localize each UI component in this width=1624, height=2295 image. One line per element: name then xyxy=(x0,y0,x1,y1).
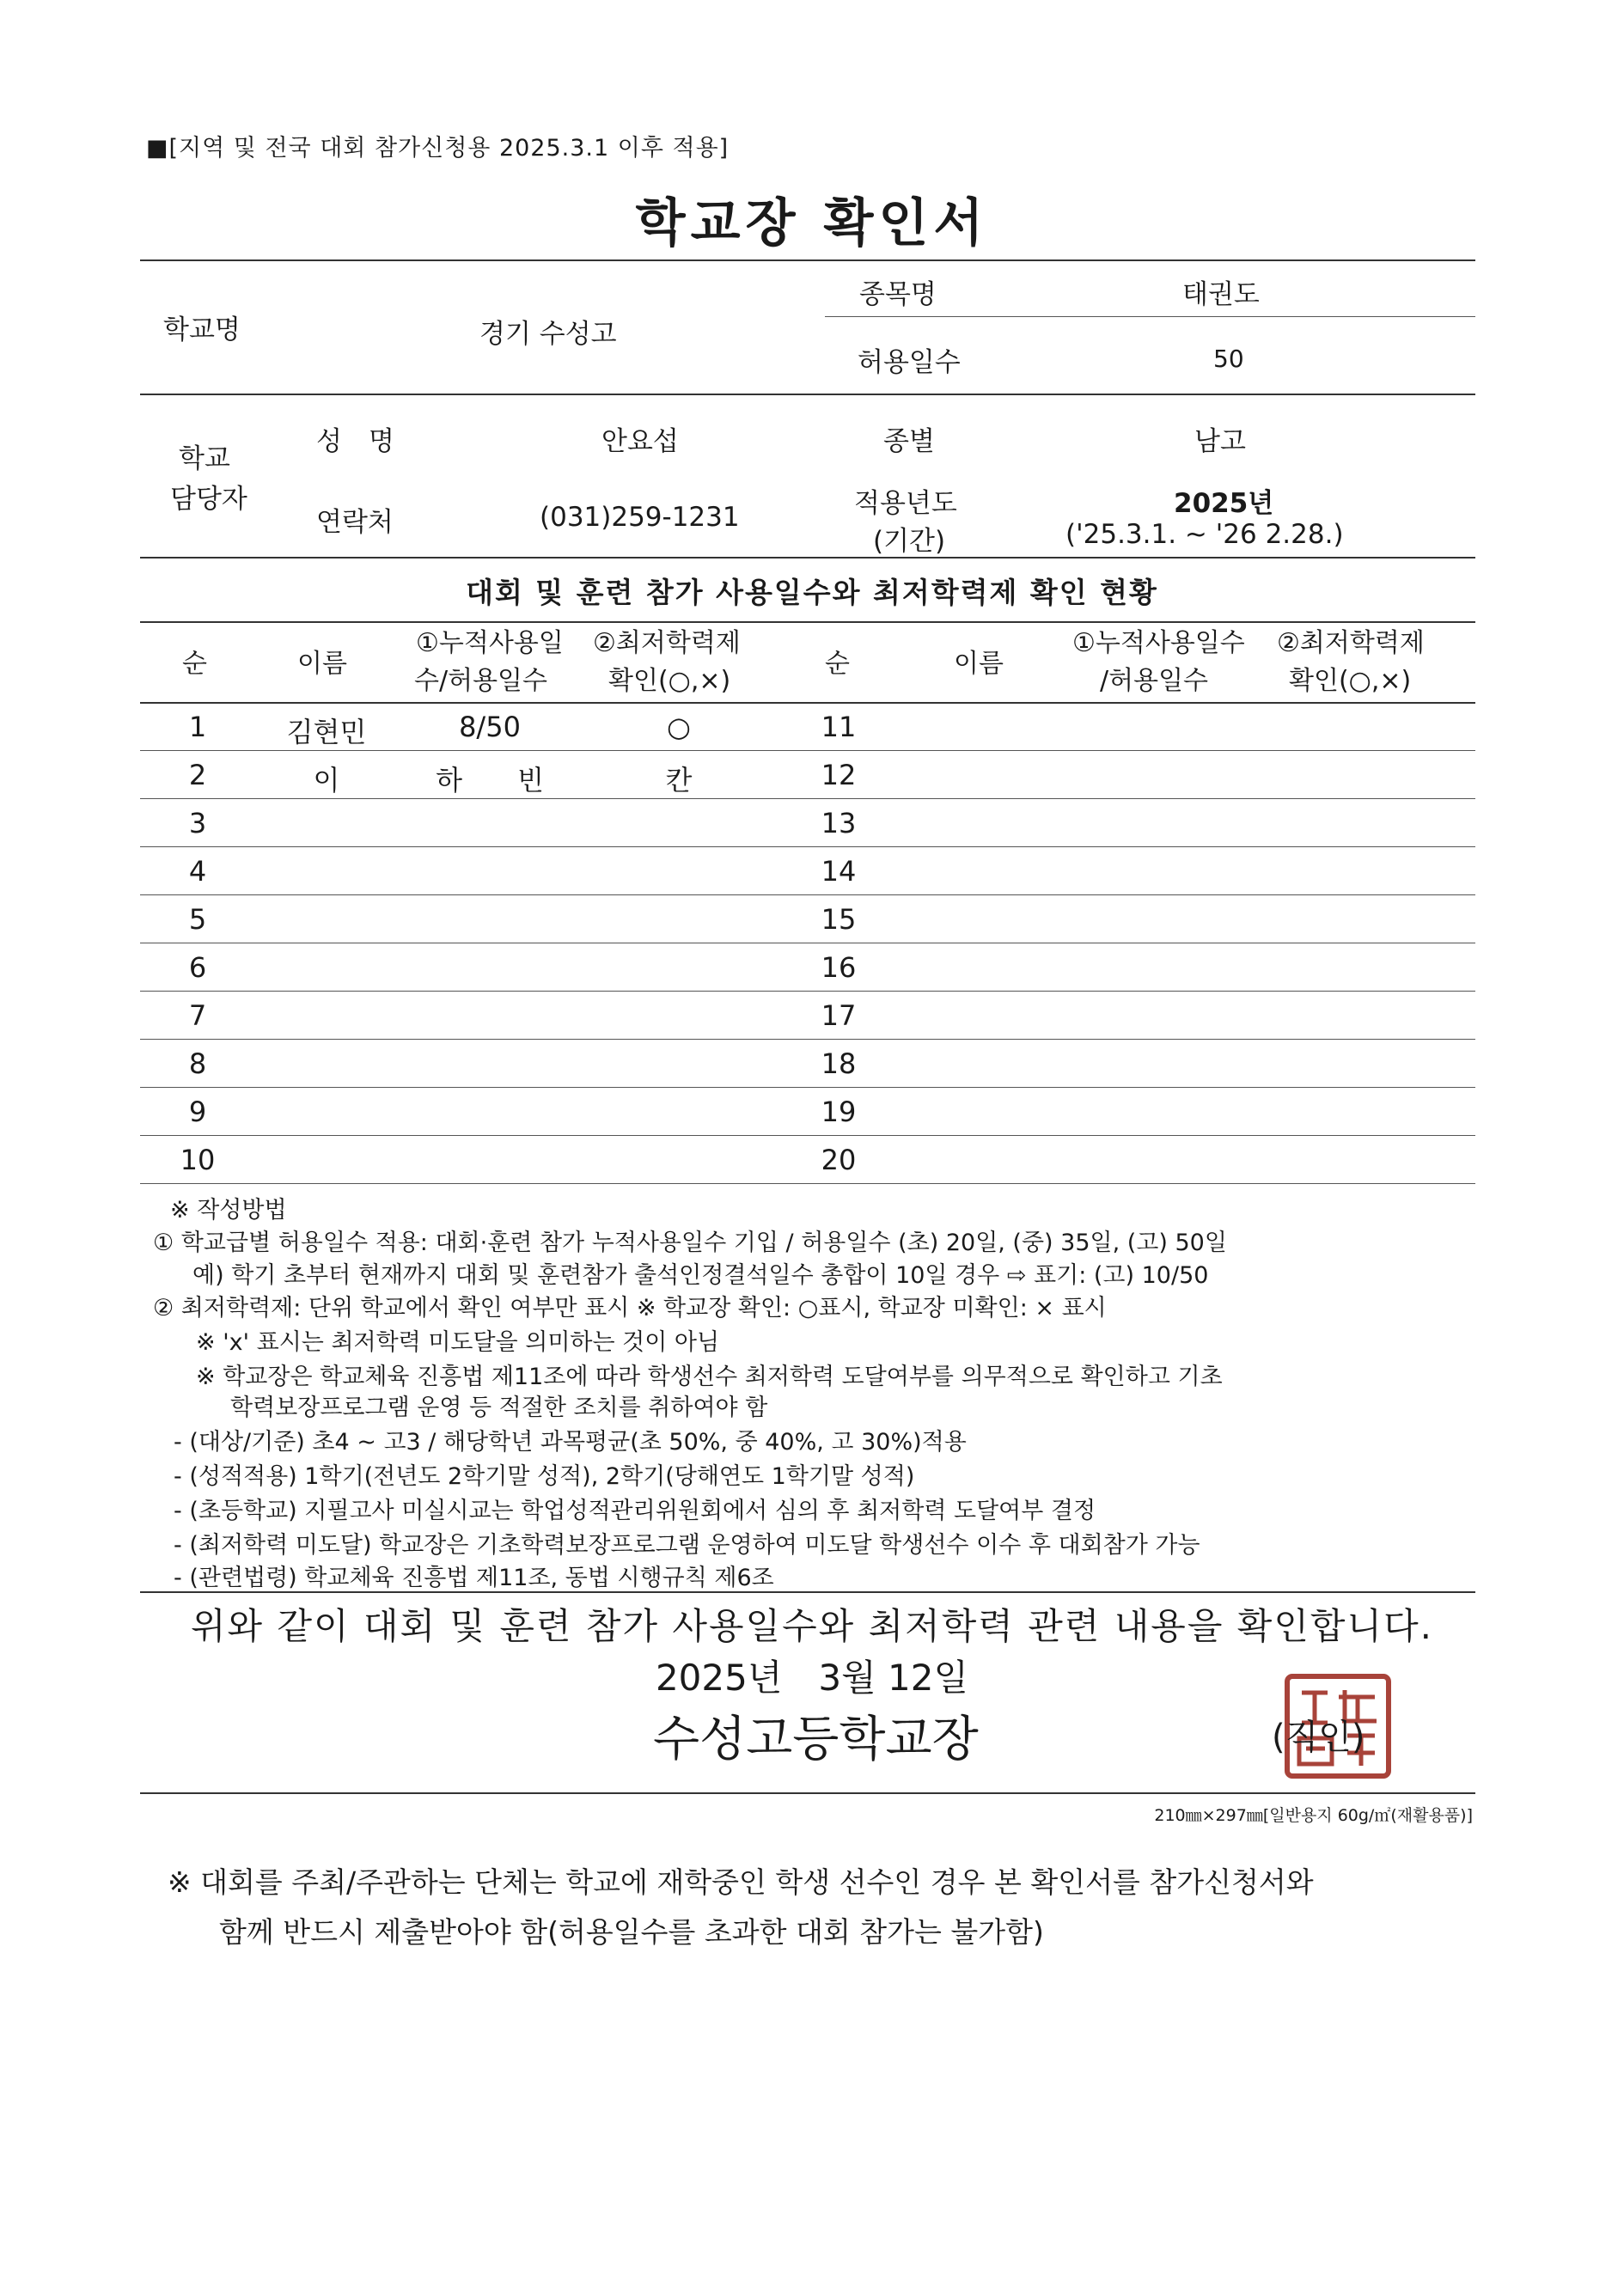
name-value: 안요섭 xyxy=(601,426,679,457)
divider xyxy=(140,1792,1475,1794)
row-divider xyxy=(140,750,1475,751)
divider xyxy=(140,1591,1475,1593)
divider xyxy=(825,316,1475,317)
year-label-1: 적용년도 xyxy=(854,488,957,519)
name-label: 성 명 xyxy=(316,426,394,457)
principal-name: 수성고등학교장 xyxy=(653,1712,979,1767)
detail-5: - (관련법령) 학교체육 진흥법 제11조, 동법 시행규칙 제6조 xyxy=(174,1565,774,1591)
header-days-left-2: 수/허용일수 xyxy=(414,666,548,696)
notes-heading: ※ 작성방법 xyxy=(170,1197,287,1224)
note-2a: ※ 'x' 표시는 최저학력 미도달을 의미하는 것이 아님 xyxy=(196,1329,720,1356)
row-no-right: 16 xyxy=(821,951,857,984)
confirmation-text: 위와 같이 대회 및 훈련 참가 사용일수와 최저학력 관련 내용을 확인합니다. xyxy=(190,1605,1434,1647)
school-label: 학교명 xyxy=(163,314,241,345)
row-no-left: 7 xyxy=(188,999,207,1032)
divider xyxy=(140,557,1475,558)
header-days-right-2: /허용일수 xyxy=(1100,666,1209,696)
table-header-border xyxy=(140,702,1475,704)
row-divider xyxy=(140,1039,1475,1040)
row-no-left: 3 xyxy=(188,807,207,839)
type-value: 남고 xyxy=(1194,426,1246,457)
row-days-left: 8/50 xyxy=(459,711,521,743)
header-no-right: 순 xyxy=(825,649,850,679)
year-period: ('25.3.1. ~ '26 2.28.) xyxy=(1065,519,1344,550)
sport-value: 태권도 xyxy=(1182,279,1260,310)
row-no-left: 5 xyxy=(188,903,207,936)
row-no-left: 6 xyxy=(188,951,207,984)
row-no-right: 20 xyxy=(821,1144,857,1176)
row-no-right: 14 xyxy=(821,855,857,888)
year-value: 2025년 xyxy=(1174,488,1274,519)
divider xyxy=(140,394,1475,395)
note-2b: ※ 학교장은 학교체육 진흥법 제11조에 따라 학생선수 최저학력 도달여부를 의무적으로 확인하고 기초 xyxy=(196,1364,1223,1390)
row-divider xyxy=(140,798,1475,799)
school-value: 경기 수성고 xyxy=(479,319,617,350)
seal-label: (직인) xyxy=(1272,1718,1365,1757)
row-min-left: ○ xyxy=(667,711,691,743)
footer-note xyxy=(168,1858,1314,1957)
detail-4: - (최저학력 미도달) 학교장은 기초학력보장프로그램 운영하여 미도달 학생선수 이수 후 대회참가 가능 xyxy=(174,1532,1200,1559)
header-min-left-2: 확인(○,×) xyxy=(608,666,731,696)
page-title: 학교장 확인서 xyxy=(635,193,989,253)
contact-label: 연락처 xyxy=(316,507,394,538)
row-no-right: 11 xyxy=(821,711,857,743)
section-title: 대회 및 훈련 참가 사용일수와 최저학력제 확인 현황 xyxy=(466,576,1158,609)
note-2: ② 최저학력제: 단위 학교에서 확인 여부만 표시 ※ 학교장 확인: ○표시, 학교장 미확인: × 표시 xyxy=(153,1295,1107,1321)
row-no-left: 1 xyxy=(188,711,207,743)
issue-date: 2025년 3월 12일 xyxy=(655,1657,969,1699)
row-no-left: 4 xyxy=(188,855,207,888)
row-divider xyxy=(140,894,1475,895)
row-no-right: 19 xyxy=(821,1096,857,1128)
contact-value: (031)259-1231 xyxy=(540,502,740,533)
row-name-left: 김현민 xyxy=(286,716,367,748)
detail-1: - (대상/기준) 초4 ~ 고3 / 해당학년 과목평균(초 50%, 중 40%, 고 30%)적용 xyxy=(174,1429,967,1456)
row-divider xyxy=(140,846,1475,847)
row-divider xyxy=(140,1135,1475,1136)
allowed-days-label: 허용일수 xyxy=(858,347,961,378)
detail-2: - (성적적용) 1학기(전년도 2학기말 성적), 2학기(당해연도 1학기말 성적) xyxy=(174,1463,915,1490)
row-no-left: 2 xyxy=(188,759,207,791)
table-top-border xyxy=(140,621,1475,623)
row-no-right: 12 xyxy=(821,759,857,791)
sport-label: 종목명 xyxy=(859,279,937,310)
row-no-right: 17 xyxy=(821,999,857,1032)
header-min-left-1: ②최저학력제 xyxy=(593,628,741,658)
row-divider xyxy=(140,1087,1475,1088)
header-no-left: 순 xyxy=(182,649,207,679)
row-divider xyxy=(140,1183,1475,1184)
year-label-2: (기간) xyxy=(873,526,946,557)
row-no-right: 13 xyxy=(821,807,857,839)
manager-label-1: 학교 xyxy=(179,443,230,474)
header-min-right-2: 확인(○,×) xyxy=(1289,666,1412,696)
row-no-right: 15 xyxy=(821,903,857,936)
row-no-left: 9 xyxy=(188,1096,207,1128)
footer-line-2: 함께 반드시 제출받아야 함(허용일수를 초과한 대회 참가는 불가함) xyxy=(219,1915,1044,1949)
note-2c: 학력보장프로그램 운영 등 적절한 조치를 취하여야 함 xyxy=(230,1395,768,1421)
manager-label-2: 담당자 xyxy=(170,484,247,515)
header-min-right-1: ②최저학력제 xyxy=(1277,628,1425,658)
note-1b: 예) 학기 초부터 현재까지 대회 및 훈련참가 출석인정결석일수 총합이 10일 경우 ⇨ 표기: (고) 10/50 xyxy=(192,1262,1209,1289)
header-days-left-1: ①누적사용일 xyxy=(416,628,564,658)
row-no-left: 10 xyxy=(180,1144,216,1176)
divider xyxy=(140,259,1475,261)
row-divider xyxy=(140,991,1475,992)
header-name-left: 이름 xyxy=(297,649,347,679)
header-days-right-1: ①누적사용일수 xyxy=(1072,628,1245,658)
row-days-left: 하 빈 xyxy=(436,764,544,797)
paper-spec: 210㎜×297㎜[일반용지 60g/㎡(재활용품)] xyxy=(1154,1806,1473,1825)
note-1: ① 학교급별 허용일수 적용: 대회·훈련 참가 누적사용일수 기입 / 허용일수 (초) 20일, (중) 35일, (고) 50일 xyxy=(153,1230,1227,1256)
row-min-left: 칸 xyxy=(665,764,693,797)
form-tag: ■[지역 및 전국 대회 참가신청용 2025.3.1 이후 적용] xyxy=(146,135,730,162)
header-name-right: 이름 xyxy=(954,649,1004,679)
row-no-right: 18 xyxy=(821,1047,857,1080)
detail-3: - (초등학교) 지필고사 미실시교는 학업성적관리위원회에서 심의 후 최저학력 도달여부 결정 xyxy=(174,1498,1096,1524)
row-name-left: 이 xyxy=(313,764,340,797)
footer-line-1: ※ 대회를 주최/주관하는 단체는 학교에 재학중인 학생 선수인 경우 본 확인서를 참가신청서와 xyxy=(168,1865,1314,1899)
allowed-days-value: 50 xyxy=(1213,345,1244,373)
row-no-left: 8 xyxy=(188,1047,207,1080)
type-label: 종별 xyxy=(883,426,935,457)
